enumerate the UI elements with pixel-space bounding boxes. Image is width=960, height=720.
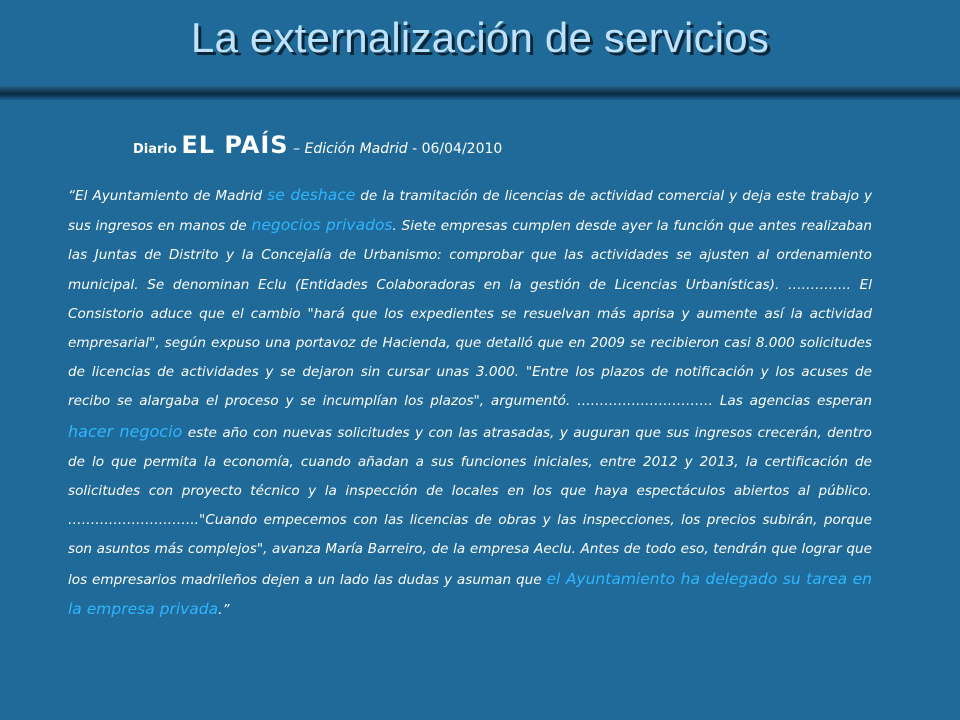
highlight-se-deshace: se deshace — [267, 186, 356, 204]
article-text-2: de la tramitación de licencias de actividad comercial y deja este trabajo y sus ingresos en manos de — [68, 188, 872, 235]
article-quote — [68, 181, 872, 625]
article-text-3: . Siete empresas cumplen desde ayer la función que antes realizaban las Juntas de Distrito y la Concejalía de Urbanismo: comprobar que las actividades se ajusten al ordenamiento municipal. Se denominan Eclu (Entidades Colaboradoras en la gestión de Licencias Urbanísticas). ………….. El Consistorio aduce que el cambio "hará que los expedientes se resuelvan más aprisa y aumente así la actividad empresarial", según expuso una portavoz de Hacienda, que detalló que en 2009 se recibieron casi 8.000 solicitudes de licencias de actividades y se dejaron sin cursar unas 3.000. "Entre los plazos de notificación y los acuses de recibo se alargaba el proceso y se incumplían los plazos", argumentó. ………………………… Las agencias esperan — [68, 218, 873, 410]
byline-date-separator: - — [407, 141, 422, 157]
newspaper-name: EL PAÍS — [181, 131, 289, 159]
highlight-hacer-negocio: hacer negocio — [68, 421, 183, 441]
byline-prefix: Diario — [133, 142, 182, 157]
highlight-negocios-privados: negocios privados — [251, 216, 393, 235]
slide-title: La externalización de servicios — [190, 14, 770, 61]
article-text-1: “El Ayuntamiento de Madrid — [68, 188, 268, 204]
article-text-5: .” — [218, 601, 230, 618]
article-text-4: este año con nuevas solicitudes y con las atrasadas, y auguran que sus ingresos crecerán, dentro de lo que permita la economía, cuando añadan a sus funciones iniciales, entre 2012 y 2013, la certificación de solicitudes con proyecto técnico y la inspección de locales en los que haya espectáculos abiertos al público. ……………………….."Cuando empecemos con las licencias de obras y las inspecciones, los precios subirán, porque son asuntos más complejos", avanza María Barreiro, de la empresa Aeclu. Antes de todo eso, tendrán que lograr que los empresarios madrileños dejen a un lado las dudas y asuman que — [68, 424, 872, 588]
byline-edition: Edición Madrid — [304, 141, 408, 157]
article-byline — [133, 131, 502, 159]
byline-separator: – — [288, 141, 305, 157]
header-divider — [0, 86, 960, 100]
byline-date: 06/04/2010 — [421, 141, 503, 157]
highlight-delegado: el Ayuntamiento ha delegado su tarea en la empresa privada — [68, 569, 873, 618]
